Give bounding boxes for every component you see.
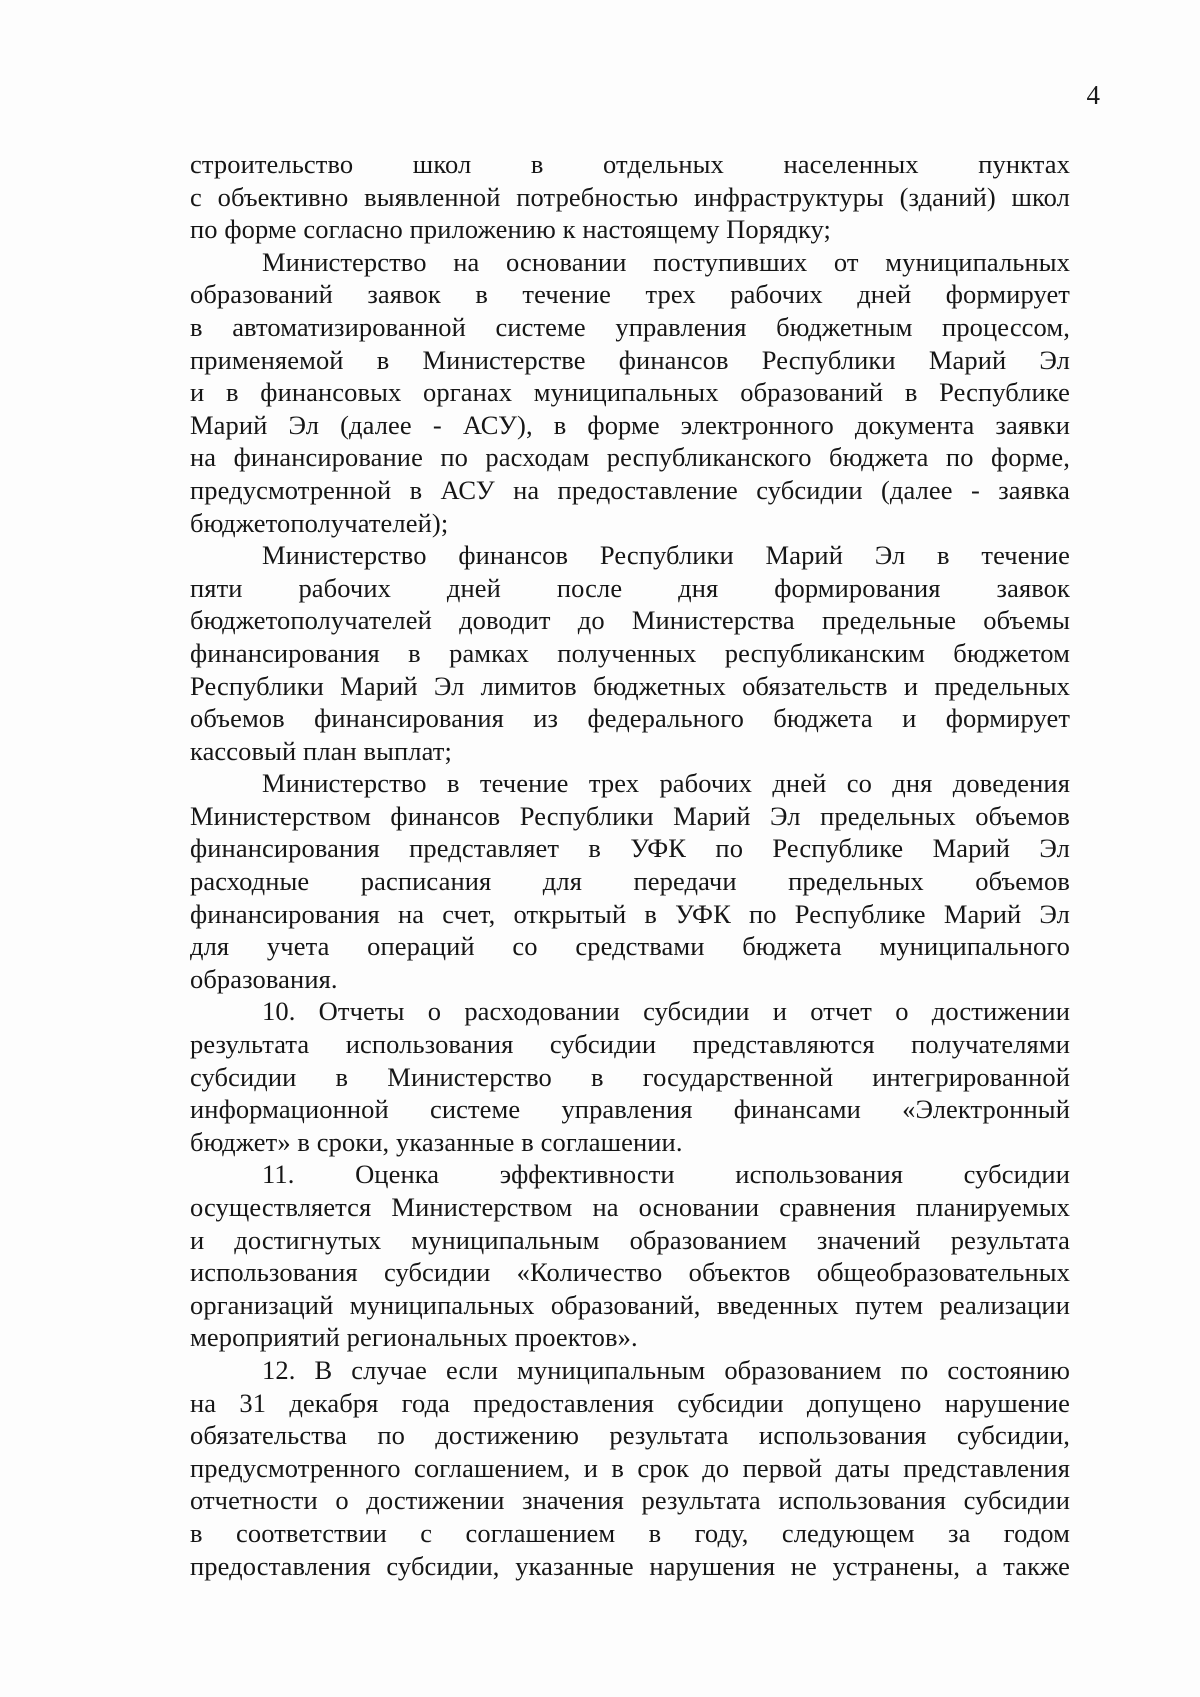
text-line: бюджетополучателей);: [190, 507, 449, 538]
text-line: пяти рабочих дней после дня формирования заявок: [190, 572, 1070, 603]
text-line: в автоматизированной системе управления бюджетным процессом,: [190, 311, 1070, 342]
text-line: на финансирование по расходам республиканского бюджета по форме,: [190, 442, 1070, 473]
text-line: 11. Оценка эффективности использования субсидии: [262, 1159, 1070, 1190]
text-line: субсидии в Министерство в государственной интегрированной: [190, 1061, 1070, 1092]
document-body: [190, 148, 1070, 1582]
text-line: 12. В случае если муниципальным образованием по состоянию: [262, 1354, 1070, 1385]
page-number: 4: [1086, 80, 1100, 110]
text-line: финансирования представляет в УФК по Республике Марий Эл: [190, 833, 1070, 864]
text-line: образований заявок в течение трех рабочих дней формирует: [190, 279, 1070, 310]
text-line: для учета операций со средствами бюджета муниципального: [190, 931, 1070, 962]
text-line: бюджет» в сроки, указанные в соглашении.: [190, 1126, 683, 1157]
text-line: информационной системе управления финансами «Электронный: [190, 1094, 1070, 1125]
text-line: Министерство финансов Республики Марий Эл в течение: [262, 540, 1070, 571]
text-line: результата использования субсидии представляются получателями: [190, 1029, 1070, 1060]
text-line: Министерство на основании поступивших от муниципальных: [262, 246, 1070, 277]
text-line: и достигнутых муниципальным образованием значений результата: [190, 1224, 1070, 1255]
text-line: расходные расписания для передачи предельных объемов: [190, 866, 1070, 897]
text-line: строительство школ в отдельных населенных пунктах: [190, 149, 1070, 179]
text-line: Республики Марий Эл лимитов бюджетных обязательств и предельных: [190, 670, 1070, 701]
text-line: с объективно выявленной потребностью инфраструктуры (зданий) школ: [190, 181, 1070, 212]
text-line: финансирования на счет, открытый в УФК по Республике Марий Эл: [190, 898, 1070, 929]
text-line: кассовый план выплат;: [190, 735, 452, 766]
text-line: образования.: [190, 963, 338, 994]
text-line: 10. Отчеты о расходовании субсидии и отчет о достижении: [262, 996, 1070, 1027]
text-line: Министерство в течение трех рабочих дней со дня доведения: [262, 768, 1070, 799]
text-line: объемов финансирования из федерального бюджета и формирует: [190, 703, 1070, 734]
text-line: финансирования в рамках полученных республиканским бюджетом: [190, 637, 1070, 668]
text-line: бюджетополучателей доводит до Министерства предельные объемы: [190, 605, 1070, 636]
text-line: отчетности о достижении значения результата использования субсидии: [190, 1485, 1070, 1516]
text-line: Марий Эл (далее - АСУ), в форме электронного документа заявки: [190, 409, 1070, 440]
text-line: предусмотренной в АСУ на предоставление субсидии (далее - заявка: [190, 474, 1070, 505]
text-line: и в финансовых органах муниципальных образований в Республике: [190, 377, 1070, 408]
text-line: на 31 декабря года предоставления субсидии допущено нарушение: [190, 1387, 1070, 1418]
text-line: по форме согласно приложению к настоящему Порядку;: [190, 214, 832, 245]
text-line: организаций муниципальных образований, введенных путем реализации: [190, 1289, 1070, 1320]
text-line: использования субсидии «Количество объектов общеобразовательных: [190, 1257, 1070, 1288]
text-line: применяемой в Министерстве финансов Республики Марий Эл: [190, 344, 1070, 375]
text-line: мероприятий региональных проектов».: [190, 1322, 638, 1353]
text-line: предусмотренного соглашением, и в срок до первой даты представления: [190, 1452, 1070, 1483]
text-line: обязательства по достижению результата использования субсидии,: [190, 1420, 1070, 1451]
text-line: предоставления субсидии, указанные нарушения не устранены, а также: [190, 1550, 1070, 1581]
text-line: в соответствии с соглашением в году, следующем за годом: [190, 1517, 1070, 1548]
text-line: Министерством финансов Республики Марий Эл предельных объемов: [190, 800, 1070, 831]
text-line: осуществляется Министерством на основании сравнения планируемых: [190, 1192, 1070, 1222]
